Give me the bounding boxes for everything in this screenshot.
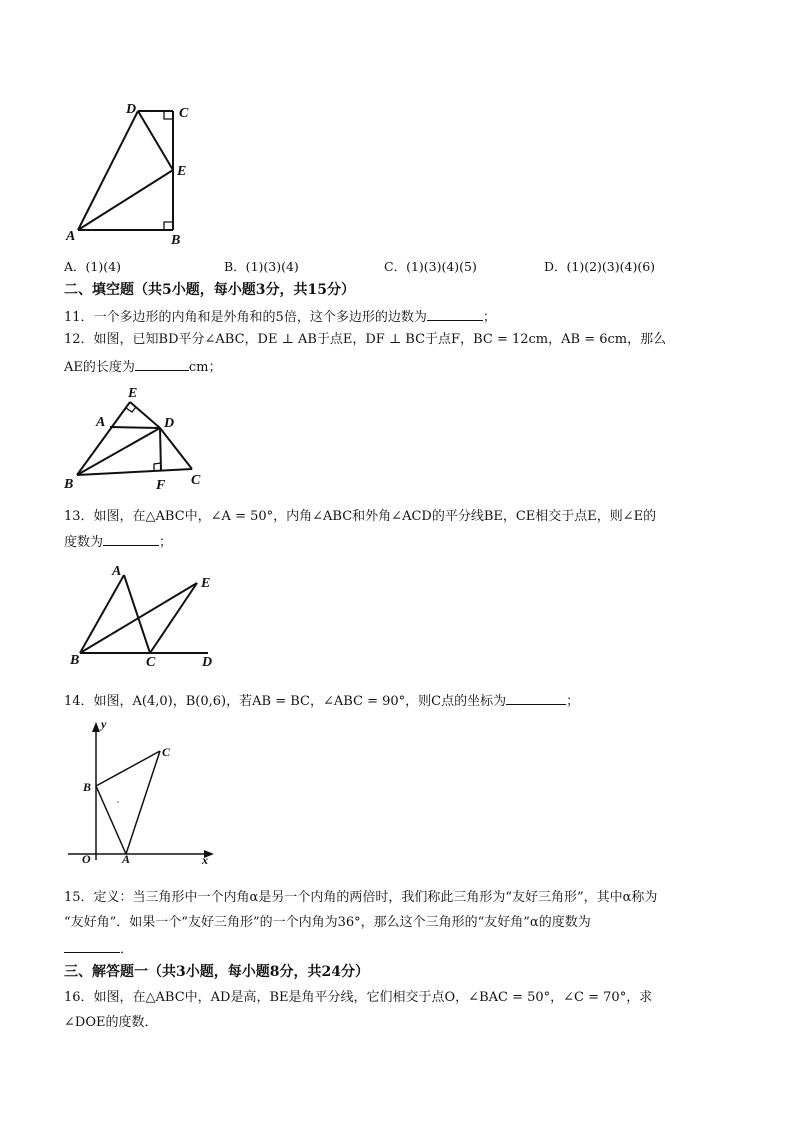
question-13-line1: 13．如图，在△ABC中，∠A = 50°，内角∠ABC和外角∠ACD的平分线BE，CE相交于点E，则∠E的 [64, 509, 657, 524]
center-dot [117, 801, 119, 803]
label-D: D [164, 416, 175, 431]
right-angle-C [164, 111, 173, 119]
label-O: O [82, 852, 91, 866]
question-16-line1: 16．如图，在△ABC中，AD是高，BE是角平分线，它们相交于点O，∠BAC = 50°，∠C = 70°，求 [64, 990, 653, 1005]
seg-CE [150, 583, 197, 653]
label-C: C [146, 655, 156, 670]
label-B: B [64, 477, 74, 492]
seg-BE [77, 402, 130, 475]
label-x: x [202, 853, 208, 867]
y-axis-arrow [92, 722, 100, 732]
label-E: E [201, 576, 211, 591]
q15-tail: ． [120, 942, 134, 957]
seg-BA [96, 786, 126, 854]
label-E: E [128, 386, 138, 401]
label-y: y [101, 717, 107, 731]
q11-text: 11．一个多边形的内角和是外角和的5倍，这个多边形的边数为 [64, 310, 427, 325]
seg-AD [110, 427, 160, 428]
q14-tail: ； [566, 694, 580, 709]
q12-answer-blank [135, 356, 189, 371]
seg-DC [160, 428, 192, 469]
label-F: F [156, 478, 166, 493]
section-heading-solve: 三、解答题一（共3小题，每小题8分，共24分） [64, 964, 369, 980]
label-B: B [83, 780, 92, 794]
q13-tail: ； [159, 535, 173, 550]
label-A: A [66, 229, 76, 244]
question-14 [64, 690, 579, 712]
label-C: C [191, 473, 201, 488]
label-A: A [112, 564, 122, 579]
question-11 [64, 306, 496, 328]
q15-answer-blank [64, 938, 120, 953]
label-C: C [162, 745, 171, 759]
seg-BD [77, 428, 160, 475]
label-E: E [177, 164, 187, 179]
seg-DF [160, 428, 161, 471]
question-12-line1: 12．如图，已知BD平分∠ABC，DE ⊥ AB于点E，DF ⊥ BC于点F，BC = 12cm，AB = 6cm，那么 [64, 332, 667, 347]
label-D: D [202, 655, 213, 670]
seg-BE [80, 583, 197, 653]
question-16-line2: ∠DOE的度数． [64, 1015, 158, 1030]
figure-trapezoid [60, 98, 200, 248]
label-C: C [179, 106, 189, 121]
section-heading-fill-in: 二、填空题（共5小题，每小题3分，共15分） [64, 282, 355, 298]
q14-text: 14．如图，A(4,0)，B(0,6)，若AB = BC，∠ABC = 90°，则C点的坐标为 [64, 694, 507, 709]
figure-coordinate-plane [60, 716, 220, 866]
q13-text: 度数为 [64, 535, 104, 550]
question-15-line2: “友好角”．如果一个“友好三角形”的一个内角为36°，那么这个三角形的“友好角”α的度数为 [64, 915, 591, 930]
q12-text: AE的长度为 [64, 360, 135, 375]
figure-angle-bisector [60, 382, 210, 492]
label-B: B [171, 233, 181, 248]
seg-BA [80, 575, 124, 653]
q11-answer-blank [427, 306, 483, 321]
right-angle-E [126, 407, 136, 412]
q11-tail: ； [482, 310, 496, 325]
seg-DE [138, 111, 173, 170]
option-c: C．(1)(3)(4)(5) [384, 259, 477, 274]
question-15-line1: 15．定义：当三角形中一个内角α是另一个内角的两倍时，我们称此三角形为“友好三角形”，其中α称为 [64, 890, 658, 905]
option-a: A．(1)(4) [64, 259, 121, 274]
label-A: A [96, 415, 106, 430]
question-12-line2 [64, 356, 222, 378]
label-A: A [122, 852, 131, 866]
option-b: B．(1)(3)(4) [224, 259, 299, 274]
right-angle-B [164, 222, 173, 230]
figure-triangle-bisectors [60, 560, 220, 670]
seg-ED [130, 402, 160, 428]
label-D: D [126, 102, 137, 117]
label-B: B [70, 653, 80, 668]
q13-answer-blank [103, 531, 159, 546]
question-15-line3 [64, 938, 133, 960]
option-d: D．(1)(2)(3)(4)(6) [544, 259, 656, 274]
q14-answer-blank [506, 690, 566, 705]
q12-tail: cm； [188, 360, 222, 375]
question-13-line2 [64, 531, 172, 553]
seg-BC [77, 469, 192, 475]
